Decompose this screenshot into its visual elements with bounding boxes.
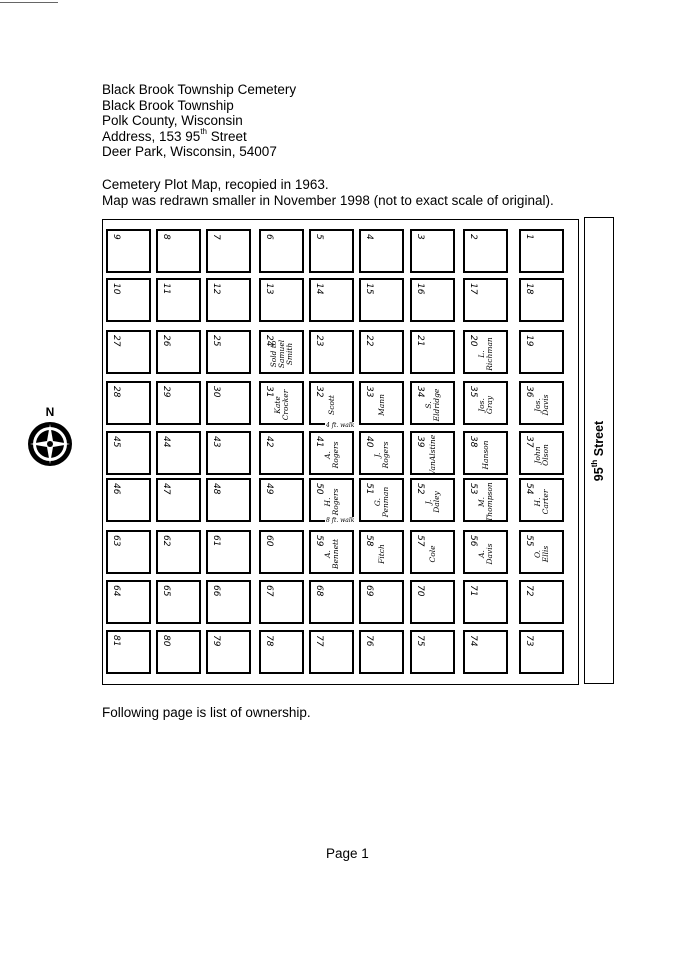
plot-owner: Jos. Davis — [532, 394, 550, 416]
plot-74 — [463, 630, 508, 674]
plot-61 — [206, 530, 251, 574]
plot-number: 7 — [211, 234, 221, 240]
plot-number: 52 — [415, 483, 425, 495]
plot-number: 65 — [161, 585, 171, 597]
plot-number: 3 — [415, 234, 425, 240]
plot-33 — [359, 381, 404, 425]
header-county: Polk County, Wisconsin — [102, 113, 243, 128]
plot-number: 67 — [264, 585, 274, 597]
plot-number: 62 — [161, 535, 171, 547]
plot-number: 54 — [524, 483, 534, 495]
plot-number: 2 — [468, 234, 478, 240]
plot-34 — [410, 381, 455, 425]
plot-owner: Scott — [326, 395, 336, 415]
plot-number: 60 — [264, 535, 274, 547]
street-95th — [584, 217, 614, 684]
plot-16 — [410, 278, 455, 322]
plot-number: 14 — [314, 283, 324, 295]
plot-69 — [359, 580, 404, 624]
plot-number: 27 — [111, 335, 121, 347]
plot-owner: S. Eldridge — [423, 388, 441, 422]
plot-71 — [463, 580, 508, 624]
plot-53 — [463, 478, 508, 522]
plot-number: 30 — [211, 386, 221, 398]
plot-12 — [206, 278, 251, 322]
plot-20 — [463, 330, 508, 374]
plot-number: 11 — [161, 283, 171, 295]
plot-owner: G. Penman — [372, 486, 390, 518]
plot-25 — [206, 330, 251, 374]
plot-owner: J. Rogers — [372, 441, 390, 469]
plot-number: 49 — [264, 483, 274, 495]
plot-27 — [106, 330, 151, 374]
plot-70 — [410, 580, 455, 624]
plot-number: 17 — [468, 283, 478, 295]
scan-edge-line — [0, 2, 58, 3]
plot-number: 48 — [211, 483, 221, 495]
plot-number: 34 — [415, 386, 425, 398]
plot-number: 58 — [364, 535, 374, 547]
header-address: Address, 153 95th Street — [102, 126, 247, 144]
plot-number: 1 — [524, 234, 534, 240]
plot-19 — [519, 330, 564, 374]
plot-number: 37 — [524, 436, 534, 448]
plot-41 — [309, 431, 354, 475]
plot-73 — [519, 630, 564, 674]
plot-owner: Kate Crocker — [272, 389, 290, 421]
plot-number: 35 — [468, 386, 478, 398]
plot-75 — [410, 630, 455, 674]
following-page-note: Following page is list of ownership. — [102, 705, 311, 720]
plot-29 — [156, 381, 201, 425]
plot-1 — [519, 229, 564, 273]
plot-64 — [106, 580, 151, 624]
plot-owner: Mann — [376, 394, 386, 416]
plot-40 — [359, 431, 404, 475]
intro-recopied: Cemetery Plot Map, recopied in 1963. — [102, 177, 329, 192]
header-city: Deer Park, Wisconsin, 54007 — [102, 144, 277, 159]
plot-number: 13 — [264, 283, 274, 295]
plot-number: 28 — [111, 386, 121, 398]
plot-owner: A. Bennett — [322, 538, 340, 570]
plot-number: 21 — [415, 335, 425, 347]
plot-number: 50 — [314, 483, 324, 495]
plot-13 — [259, 278, 304, 322]
plot-number: 78 — [264, 635, 274, 647]
plot-owner: Cole — [427, 545, 437, 563]
plot-30 — [206, 381, 251, 425]
intro-redrawn: Map was redrawn smaller in November 1998 (not to exact scale of original). — [102, 192, 554, 208]
plot-23 — [309, 330, 354, 374]
plot-39 — [410, 431, 455, 475]
plot-47 — [156, 478, 201, 522]
plot-number: 10 — [111, 283, 121, 295]
plot-78 — [259, 630, 304, 674]
header-township: Black Brook Township — [102, 97, 234, 113]
plot-81 — [106, 630, 151, 674]
plot-number: 70 — [415, 585, 425, 597]
plot-54 — [519, 478, 564, 522]
plot-number: 16 — [415, 283, 425, 295]
walkway-lower-label: 8 ft. walk — [326, 517, 355, 524]
plot-44 — [156, 431, 201, 475]
plot-68 — [309, 580, 354, 624]
plot-63 — [106, 530, 151, 574]
plot-51 — [359, 478, 404, 522]
plot-number: 53 — [468, 483, 478, 495]
plot-2 — [463, 229, 508, 273]
plot-5 — [309, 229, 354, 273]
plot-number: 63 — [111, 535, 121, 547]
plot-4 — [359, 229, 404, 273]
plot-3 — [410, 229, 455, 273]
plot-22 — [359, 330, 404, 374]
plot-57 — [410, 530, 455, 574]
plot-49 — [259, 478, 304, 522]
plot-number: 6 — [264, 234, 274, 240]
plot-owner: John Olson — [532, 444, 550, 466]
plot-52 — [410, 478, 455, 522]
plot-17 — [463, 278, 508, 322]
plot-owner: VanAlstine — [427, 434, 437, 476]
plot-65 — [156, 580, 201, 624]
plot-owner: M. Thompson — [476, 482, 494, 522]
plot-number: 57 — [415, 535, 425, 547]
plot-number: 41 — [314, 436, 324, 448]
plot-owner: H. Carter — [532, 489, 550, 515]
plot-15 — [359, 278, 404, 322]
plot-24 — [259, 330, 304, 374]
plot-number: 51 — [364, 483, 374, 495]
plot-number: 71 — [468, 585, 478, 597]
plot-number: 61 — [211, 535, 221, 547]
plot-14 — [309, 278, 354, 322]
plot-number: 32 — [314, 386, 324, 398]
plot-number: 42 — [264, 436, 274, 448]
plot-number: 79 — [211, 635, 221, 647]
plot-number: 56 — [468, 535, 478, 547]
plot-number: 24 — [264, 335, 274, 347]
plot-number: 38 — [468, 436, 478, 448]
plot-number: 33 — [364, 386, 374, 398]
plot-50 — [309, 478, 354, 522]
plot-number: 80 — [161, 635, 171, 647]
map-intro — [102, 177, 554, 208]
plot-number: 66 — [211, 585, 221, 597]
plot-number: 25 — [211, 335, 221, 347]
plot-number: 26 — [161, 335, 171, 347]
plot-76 — [359, 630, 404, 674]
plot-number: 31 — [264, 386, 274, 398]
plot-31 — [259, 381, 304, 425]
plot-48 — [206, 478, 251, 522]
plot-32 — [309, 381, 354, 425]
plot-number: 81 — [111, 635, 121, 647]
plot-number: 73 — [524, 635, 534, 647]
plot-66 — [206, 580, 251, 624]
plot-owner: Jos. Gray — [476, 395, 494, 415]
plot-80 — [156, 630, 201, 674]
compass-north-label: N — [45, 405, 55, 419]
plot-number: 15 — [364, 283, 374, 295]
plot-9 — [106, 229, 151, 273]
plot-number: 69 — [364, 585, 374, 597]
plot-38 — [463, 431, 508, 475]
plot-36 — [519, 381, 564, 425]
plot-owner: L. Richman — [476, 337, 494, 371]
plot-21 — [410, 330, 455, 374]
plot-56 — [463, 530, 508, 574]
street-label: 95th Street — [590, 420, 606, 481]
plot-number: 8 — [161, 234, 171, 240]
plot-18 — [519, 278, 564, 322]
plot-number: 59 — [314, 535, 324, 547]
page-number: Page 1 — [326, 846, 369, 861]
plot-owner: O. Ellis — [532, 545, 550, 563]
plot-60 — [259, 530, 304, 574]
header-cemetery-name: Black Brook Township Cemetery — [102, 82, 297, 97]
plot-10 — [106, 278, 151, 322]
plot-55 — [519, 530, 564, 574]
plot-number: 77 — [314, 635, 324, 647]
plot-owner: J. Daley — [423, 491, 441, 513]
plot-58 — [359, 530, 404, 574]
plot-28 — [106, 381, 151, 425]
plot-owner: Fitch — [376, 544, 386, 564]
plot-number: 43 — [211, 436, 221, 448]
plot-number: 12 — [211, 283, 221, 295]
plot-owner: Hanson — [480, 440, 490, 470]
plot-number: 39 — [415, 436, 425, 448]
plot-number: 55 — [524, 535, 534, 547]
plot-8 — [156, 229, 201, 273]
plot-number: 74 — [468, 635, 478, 647]
plot-number: 68 — [314, 585, 324, 597]
plot-number: 75 — [415, 635, 425, 647]
plot-number: 44 — [161, 436, 171, 448]
plot-owner: Sold to Samuel Smith — [268, 339, 294, 369]
plot-number: 18 — [524, 283, 534, 295]
plot-45 — [106, 431, 151, 475]
plot-35 — [463, 381, 508, 425]
plot-42 — [259, 431, 304, 475]
plot-number: 76 — [364, 635, 374, 647]
plot-62 — [156, 530, 201, 574]
plot-number: 19 — [524, 335, 534, 347]
plot-77 — [309, 630, 354, 674]
plot-number: 9 — [111, 234, 121, 240]
plot-number: 64 — [111, 585, 121, 597]
plot-number: 45 — [111, 436, 121, 448]
plot-number: 29 — [161, 386, 171, 398]
plot-number: 22 — [364, 335, 374, 347]
walkway-upper-label: 4 ft. walk — [326, 422, 355, 429]
plot-number: 40 — [364, 436, 374, 448]
plot-number: 47 — [161, 483, 171, 495]
plot-6 — [259, 229, 304, 273]
plot-owner: A. Davis — [476, 543, 494, 565]
plot-number: 36 — [524, 386, 534, 398]
plot-number: 20 — [468, 335, 478, 347]
plot-number: 4 — [364, 234, 374, 240]
plot-11 — [156, 278, 201, 322]
plot-number: 46 — [111, 483, 121, 495]
plot-26 — [156, 330, 201, 374]
plot-7 — [206, 229, 251, 273]
plot-67 — [259, 580, 304, 624]
plot-43 — [206, 431, 251, 475]
plot-37 — [519, 431, 564, 475]
plot-number: 5 — [314, 234, 324, 240]
plot-number: 72 — [524, 585, 534, 597]
compass-rose-icon — [22, 405, 78, 470]
cemetery-header — [102, 82, 296, 160]
plot-number: 23 — [314, 335, 324, 347]
plot-72 — [519, 580, 564, 624]
plot-owner: H. Rogers — [322, 488, 340, 516]
plot-46 — [106, 478, 151, 522]
plot-owner: A. Rogers — [322, 441, 340, 469]
plot-79 — [206, 630, 251, 674]
plot-59 — [309, 530, 354, 574]
